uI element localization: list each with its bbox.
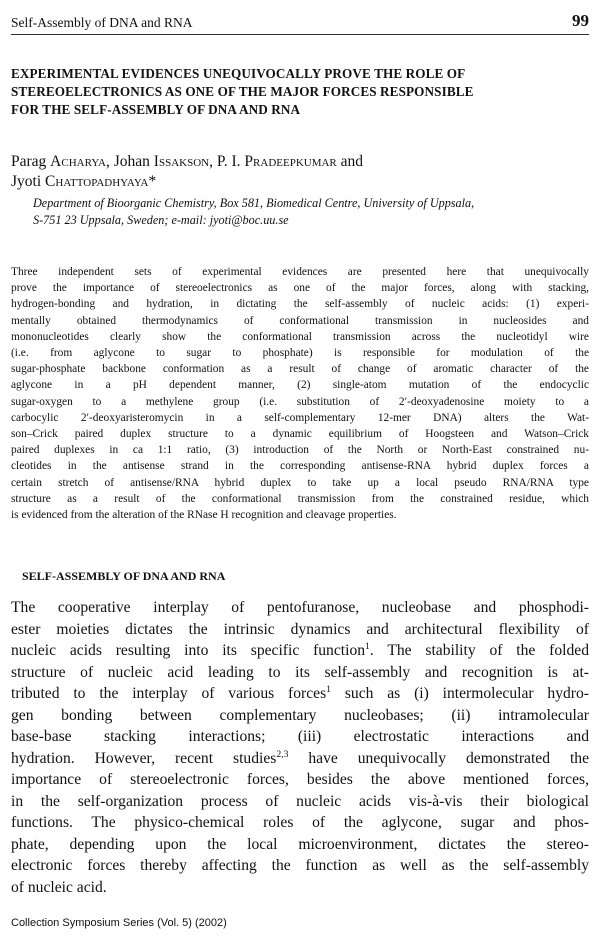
abstract-line: son–Crick paired duplex structure to a dynamic equilibrium of Hoogsteen and Watson–Crick — [11, 428, 589, 441]
abstract-line: carbocylic 2′-deoxyaristeromycin in a self-complementary 12-mer DNA) alters the Wat- — [11, 411, 589, 424]
abstract-line: Three independent sets of experimental evidences are presented here that unequivocally — [11, 266, 589, 278]
abstract-line: cleotides in the antisense strand in the corresponding antisense-RNA hybrid duplex forces a — [11, 460, 589, 473]
abstract-line: mononucleotides clearly show the conformational transmission across the nucleotidyl wire — [11, 330, 589, 343]
abstract-line: paired duplexes in ca 1:1 ratio, (3) introduction of the North or North-East constrained nu- — [11, 444, 589, 457]
abstract-line: (i.e. from aglycone to sugar to phosphate) is responsible for modulation of the — [11, 347, 589, 360]
article-title-line: STEREOELECTRONICS AS ONE OF THE MAJOR FORCES RESPONSIBLE — [11, 84, 474, 99]
affiliation-line: Department of Bioorganic Chemistry, Box 581, Biomedical Centre, University of Uppsala, — [33, 196, 475, 210]
article-title — [11, 65, 589, 119]
body-line: phate, depending upon the local microenvironment, dictates the stereo- — [11, 835, 589, 853]
section-heading: SELF-ASSEMBLY OF DNA AND RNA — [22, 569, 226, 583]
body-line: structure of nucleic acid leading to its self-assembly and recognition is at- — [11, 663, 589, 681]
body-line: ester moieties dictates the intrinsic dynamics and architectural flexibility of — [11, 620, 589, 638]
abstract-line: prove the importance of stereoelectronics as one of the major forces, along with stacking, — [11, 282, 589, 295]
citation-ref: 1 — [326, 683, 331, 695]
affiliation-line: S-751 23 Uppsala, Sweden; e-mail: jyoti@boc.uu.se — [33, 213, 289, 227]
abstract-line: certain stretch of antisense/RNA hybrid duplex to take up a local pseudo RNA/RNA type — [11, 476, 589, 489]
author-line: Jyoti Chattopadhyaya* — [11, 173, 157, 190]
body-line: importance of stereoelectronic forces, besides the above mentioned forces, — [11, 771, 589, 788]
body-line: of nucleic acid. — [11, 878, 107, 896]
footer-series: Collection Symposium Series (Vol. 5) (2002) — [11, 917, 227, 929]
body-line: in the self-organization process of nucleic acids vis-à-vis their biological — [11, 792, 589, 810]
body-line: tributed to the interplay of various forces$^1$ such as (i) intermolecular hydro- — [11, 683, 589, 702]
corresponding-author-mark: * — [148, 173, 157, 190]
abstract-line: sugar-oxygen to a methylene group (i.e. substitution of 2′-deoxyadenosine moiety to a — [11, 395, 589, 408]
affiliation — [33, 195, 474, 229]
body-line: hydration. However, recent studies$^{2,3}$ have unequivocally demonstrated the — [11, 748, 590, 767]
author-name: Acharya — [50, 153, 106, 170]
body-line: electronic forces thereby affecting the function as well as the self-assembly — [11, 857, 589, 874]
body-line: The cooperative interplay of pentofuranose, nucleobase and phosphodi- — [11, 599, 589, 616]
author-list — [11, 152, 363, 192]
abstract-line: hydrogen-bonding and hydration, in dictating the self-assembly of nucleic acids: (1) experi- — [11, 298, 589, 311]
body-paragraph — [11, 597, 589, 898]
running-head-title: Self-Assembly of DNA and RNA — [11, 15, 193, 30]
author-name: Pradeepkumar — [244, 153, 337, 170]
page-number: 99 — [572, 11, 589, 30]
abstract-line: structure as a result of the conformational transmission from the constrained residue, which — [11, 492, 589, 505]
abstract — [11, 264, 589, 523]
citation-ref: 1 — [365, 640, 370, 652]
citation-ref: 2,3 — [276, 748, 289, 760]
body-line: gen bonding between complementary nucleobases; (ii) intramolecular — [11, 706, 589, 724]
abstract-line: sugar-phosphate backbone conformation as a result of change of aromatic character of the — [11, 363, 589, 376]
author-name: Issakson — [153, 153, 210, 170]
author-line: Parag Acharya, Johan Issakson, P. I. Pradeepkumar and — [11, 153, 364, 170]
running-head — [11, 8, 589, 35]
author-name: Chattopadhyaya — [45, 173, 149, 190]
article-title-line: EXPERIMENTAL EVIDENCES UNEQUIVOCALLY PROVE THE ROLE OF — [11, 66, 466, 81]
article-title-line: FOR THE SELF-ASSEMBLY OF DNA AND RNA — [11, 102, 301, 117]
abstract-line: is evidenced from the alteration of the RNase H recognition and cleavage properties. — [11, 509, 397, 522]
body-line: base-base stacking interactions; (iii) electrostatic interactions and — [11, 728, 589, 745]
abstract-line: mentally obtained thermodynamics of conformational transmission in nucleosides and — [11, 314, 589, 327]
body-line: functions. The physico-chemical roles of the aglycone, sugar and phos- — [11, 814, 589, 831]
abstract-line: aglycone in a pH dependent manner, (2) single-atom mutation of the endocyclic — [11, 379, 589, 392]
body-line: nucleic acids resulting into its specific function$^1$. The stability of the folded — [11, 640, 589, 659]
